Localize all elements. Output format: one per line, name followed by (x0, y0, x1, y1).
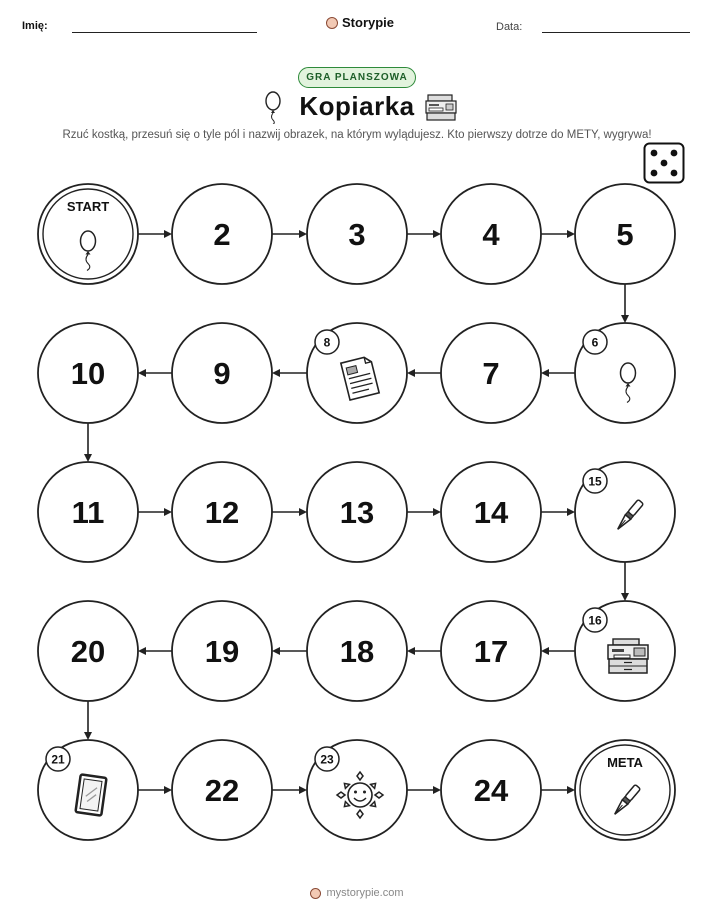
cell-label: START (66, 199, 110, 214)
instructions: Rzuć kostką, przesuń się o tyle pól i nazwij obrazek, na którym wylądujesz. Kto pierwszy dotrze do METY, wygrywa! (62, 129, 652, 141)
cell-number: 15 (588, 474, 602, 489)
board-cell-24[interactable] (441, 740, 541, 840)
path-arrow (407, 508, 441, 516)
path-arrow (272, 786, 307, 794)
board-cell-7[interactable] (441, 323, 541, 423)
board-cell-16[interactable] (575, 601, 675, 701)
board-cell-22[interactable] (172, 740, 272, 840)
board-cell-10[interactable] (38, 323, 138, 423)
cell-number: 18 (339, 634, 375, 669)
cell-number: 10 (70, 356, 106, 391)
path-arrow (138, 369, 172, 377)
footer-mascot-icon (310, 888, 321, 899)
path-arrow (407, 786, 441, 794)
cell-number: 8 (323, 335, 331, 350)
cell-number: 13 (339, 495, 375, 530)
board-cell-9[interactable] (172, 323, 272, 423)
path-arrow (541, 369, 575, 377)
path-arrow (138, 786, 172, 794)
path-arrow (621, 562, 629, 601)
board-cell-12[interactable] (172, 462, 272, 562)
path-arrow (272, 230, 307, 238)
path-arrow (84, 701, 92, 740)
start-cell[interactable] (38, 184, 138, 284)
board-cell-17[interactable] (441, 601, 541, 701)
path-arrow (541, 786, 575, 794)
cell-number: 23 (320, 752, 334, 767)
footer-url[interactable]: mystorypie.com (326, 887, 404, 899)
path-arrow (84, 423, 92, 462)
page-title: Kopiarka (299, 91, 415, 121)
board-cell-23[interactable] (307, 740, 407, 840)
board-cell-14[interactable] (441, 462, 541, 562)
board-cell-3[interactable] (307, 184, 407, 284)
cell-number: 20 (70, 634, 106, 669)
board-cell-5[interactable] (575, 184, 675, 284)
path-arrow (621, 284, 629, 323)
cell-number: 5 (616, 217, 634, 252)
cell-number: 16 (588, 613, 602, 628)
path-arrow (272, 369, 307, 377)
board-cell-4[interactable] (441, 184, 541, 284)
board-cell-6[interactable] (575, 323, 675, 423)
path-arrow (272, 508, 307, 516)
path-arrow (138, 647, 172, 655)
board-cell-13[interactable] (307, 462, 407, 562)
path-arrow (138, 230, 172, 238)
cell-number: 14 (473, 495, 509, 530)
path-arrow (541, 508, 575, 516)
tablet-icon (75, 774, 106, 815)
cell-number: 24 (473, 773, 509, 808)
cell-number: 19 (204, 634, 240, 669)
cell-number: 2 (213, 217, 231, 252)
finish-cell[interactable] (575, 740, 675, 840)
board-cell-20[interactable] (38, 601, 138, 701)
footer (0, 887, 714, 899)
cell-number: 7 (482, 356, 500, 391)
cell-number: 12 (204, 495, 240, 530)
path-arrow (407, 369, 441, 377)
path-arrow (138, 508, 172, 516)
date-label: Data: (496, 21, 523, 33)
cell-number: 21 (51, 752, 65, 767)
path-arrow (541, 647, 575, 655)
cell-label: META (607, 755, 643, 770)
cell-number: 11 (71, 495, 105, 530)
cell-number: 17 (473, 634, 509, 669)
brand-name: Storypie (342, 15, 395, 30)
cell-number: 3 (348, 217, 366, 252)
path-arrow (272, 647, 307, 655)
board-cell-15[interactable] (575, 462, 675, 562)
board-cell-8[interactable] (307, 323, 407, 423)
board-cell-18[interactable] (307, 601, 407, 701)
path-arrow (407, 647, 441, 655)
cell-number: 6 (591, 335, 599, 350)
board-cell-2[interactable] (172, 184, 272, 284)
cell-number: 4 (482, 217, 500, 252)
board-cells (38, 184, 675, 840)
board-cell-21[interactable] (38, 740, 138, 840)
name-label: Imię: (22, 20, 48, 32)
path-arrow (541, 230, 575, 238)
cell-number: 22 (204, 773, 240, 808)
cell-number: 9 (213, 356, 231, 391)
game-type-badge: GRA PLANSZOWA (298, 67, 416, 88)
board-cell-19[interactable] (172, 601, 272, 701)
path-arrow (407, 230, 441, 238)
board-cell-11[interactable] (38, 462, 138, 562)
